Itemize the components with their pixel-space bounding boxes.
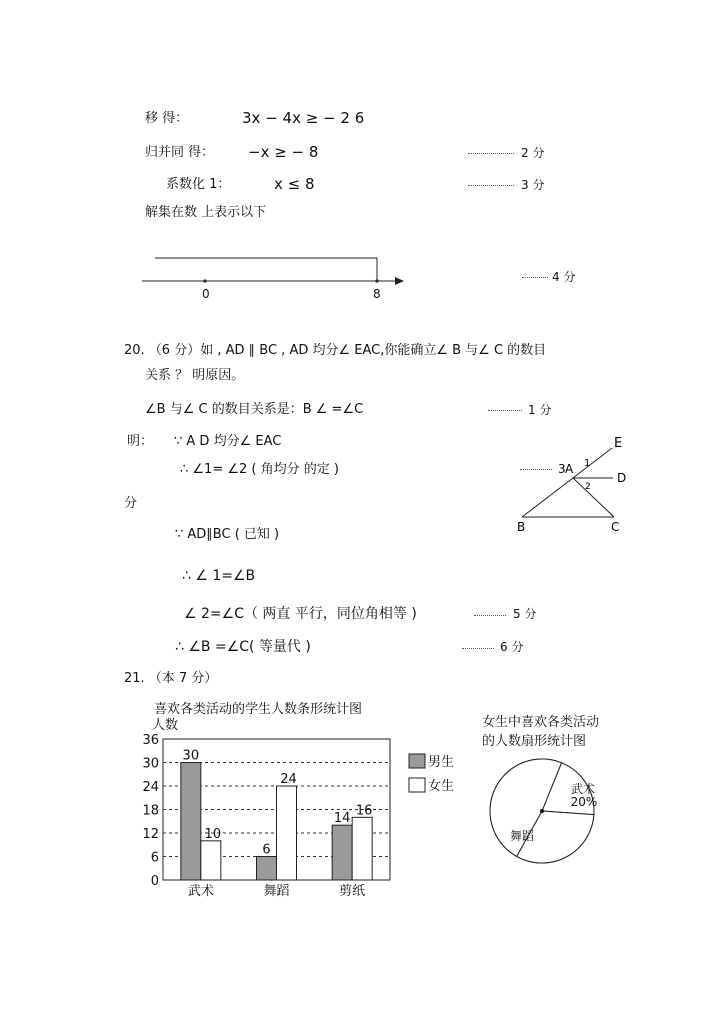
label-a: A bbox=[565, 462, 574, 476]
bar-data-label: 14 bbox=[333, 811, 351, 827]
y-tick-label: 0 bbox=[150, 874, 159, 889]
q19-line2-expr: −x ≥ − 8 bbox=[248, 143, 319, 161]
label-b: B bbox=[517, 520, 526, 534]
angle-label-1: 1 bbox=[584, 458, 591, 469]
bar-data-label: 10 bbox=[204, 826, 222, 842]
q19-line1-expr: 3x − 4x ≥ − 2 6 bbox=[242, 109, 365, 127]
y-tick-label: 30 bbox=[142, 756, 159, 772]
y-tick-label: 18 bbox=[142, 803, 159, 819]
pie-title-line2: 的人数扇形统计图 bbox=[482, 734, 587, 749]
axis-label-zero: 0 bbox=[202, 287, 210, 301]
legend-label: 女生 bbox=[428, 779, 455, 794]
label-c: C bbox=[611, 520, 620, 534]
q19-line3-expr: x ≤ 8 bbox=[274, 175, 315, 193]
q19-line2-score: 2 分 bbox=[521, 146, 545, 160]
bar-data-label: 24 bbox=[280, 772, 297, 787]
q20-step3: ∵ AD∥BC ( 已知 ) bbox=[175, 527, 280, 542]
q20-step5-score: 5 分 bbox=[513, 607, 537, 621]
legend-label: 男生 bbox=[428, 755, 455, 770]
q20-relation: ∠B 与∠ C 的数目关系是：B ∠ =∠C bbox=[145, 402, 364, 417]
y-tick-label: 24 bbox=[142, 780, 159, 795]
q20-fen: 分 bbox=[124, 496, 138, 511]
q19-line1-label: 移 得： bbox=[145, 111, 189, 126]
q21-header: 21. （本 7 分） bbox=[124, 671, 218, 686]
x-tick-label: 剪纸 bbox=[339, 884, 366, 899]
pie-slice-percent: 20% bbox=[570, 795, 598, 809]
x-tick-label: 舞蹈 bbox=[263, 884, 290, 899]
x-tick-label: 武术 bbox=[187, 884, 214, 899]
q20-proof-label: 明： bbox=[127, 434, 154, 449]
y-tick-label: 12 bbox=[142, 827, 159, 842]
bar-data-label: 6 bbox=[262, 842, 271, 858]
q19-line2-label: 归并同 得： bbox=[145, 145, 215, 160]
q19-line4-text: 解集在数 上表示以下 bbox=[145, 205, 267, 220]
q20-header-line1: 20. （6 分）如 , AD ∥ BC , AD 均分∠ EAC,你能确立∠ B 与∠ C 的数目 bbox=[124, 343, 547, 358]
q20-step1: ∵ A D 均分∠ EAC bbox=[174, 434, 282, 449]
pie-slice-label: 武术 bbox=[570, 782, 596, 796]
chart-title: 喜欢各类活动的学生人数条形统计图 bbox=[154, 702, 363, 717]
angle-label-2: 2 bbox=[585, 482, 591, 492]
q20-relation-score: 1 分 bbox=[528, 403, 552, 417]
pie-title-line1: 女生中喜欢各类活动 bbox=[482, 715, 600, 730]
y-axis-label: 人数 bbox=[152, 718, 179, 733]
bar-data-label: 16 bbox=[355, 803, 373, 819]
q20-header-line2: 关系 ？ 明原因。 bbox=[145, 368, 245, 383]
pie-center-dot bbox=[540, 809, 544, 813]
q20-step6-score: 6 分 bbox=[500, 640, 524, 654]
bar-data-label: 30 bbox=[182, 748, 200, 764]
q20-step4: ∴ ∠ 1=∠B bbox=[182, 568, 256, 584]
label-d: D bbox=[617, 471, 627, 485]
axis-score: 4 分 bbox=[552, 270, 576, 284]
q19-line3-score: 3 分 bbox=[521, 178, 545, 192]
y-tick-label: 6 bbox=[150, 850, 159, 866]
label-e: E bbox=[614, 436, 623, 451]
axis-label-eight: 8 bbox=[373, 287, 381, 301]
q19-line3-label: 系数化 1： bbox=[166, 177, 231, 192]
q20-step2-score: 3 bbox=[558, 462, 566, 476]
q20-step6: ∴ ∠B =∠C( 等量代 ) bbox=[175, 639, 311, 655]
q20-step5: ∠ 2=∠C（ 两直 平行，同位角相等 ) bbox=[184, 606, 417, 622]
pie-slice-label: 舞蹈 bbox=[509, 829, 535, 843]
q20-step2: ∴ ∠1= ∠2 ( 角均分 的定 ) bbox=[180, 462, 339, 477]
y-tick-label: 36 bbox=[142, 733, 159, 748]
